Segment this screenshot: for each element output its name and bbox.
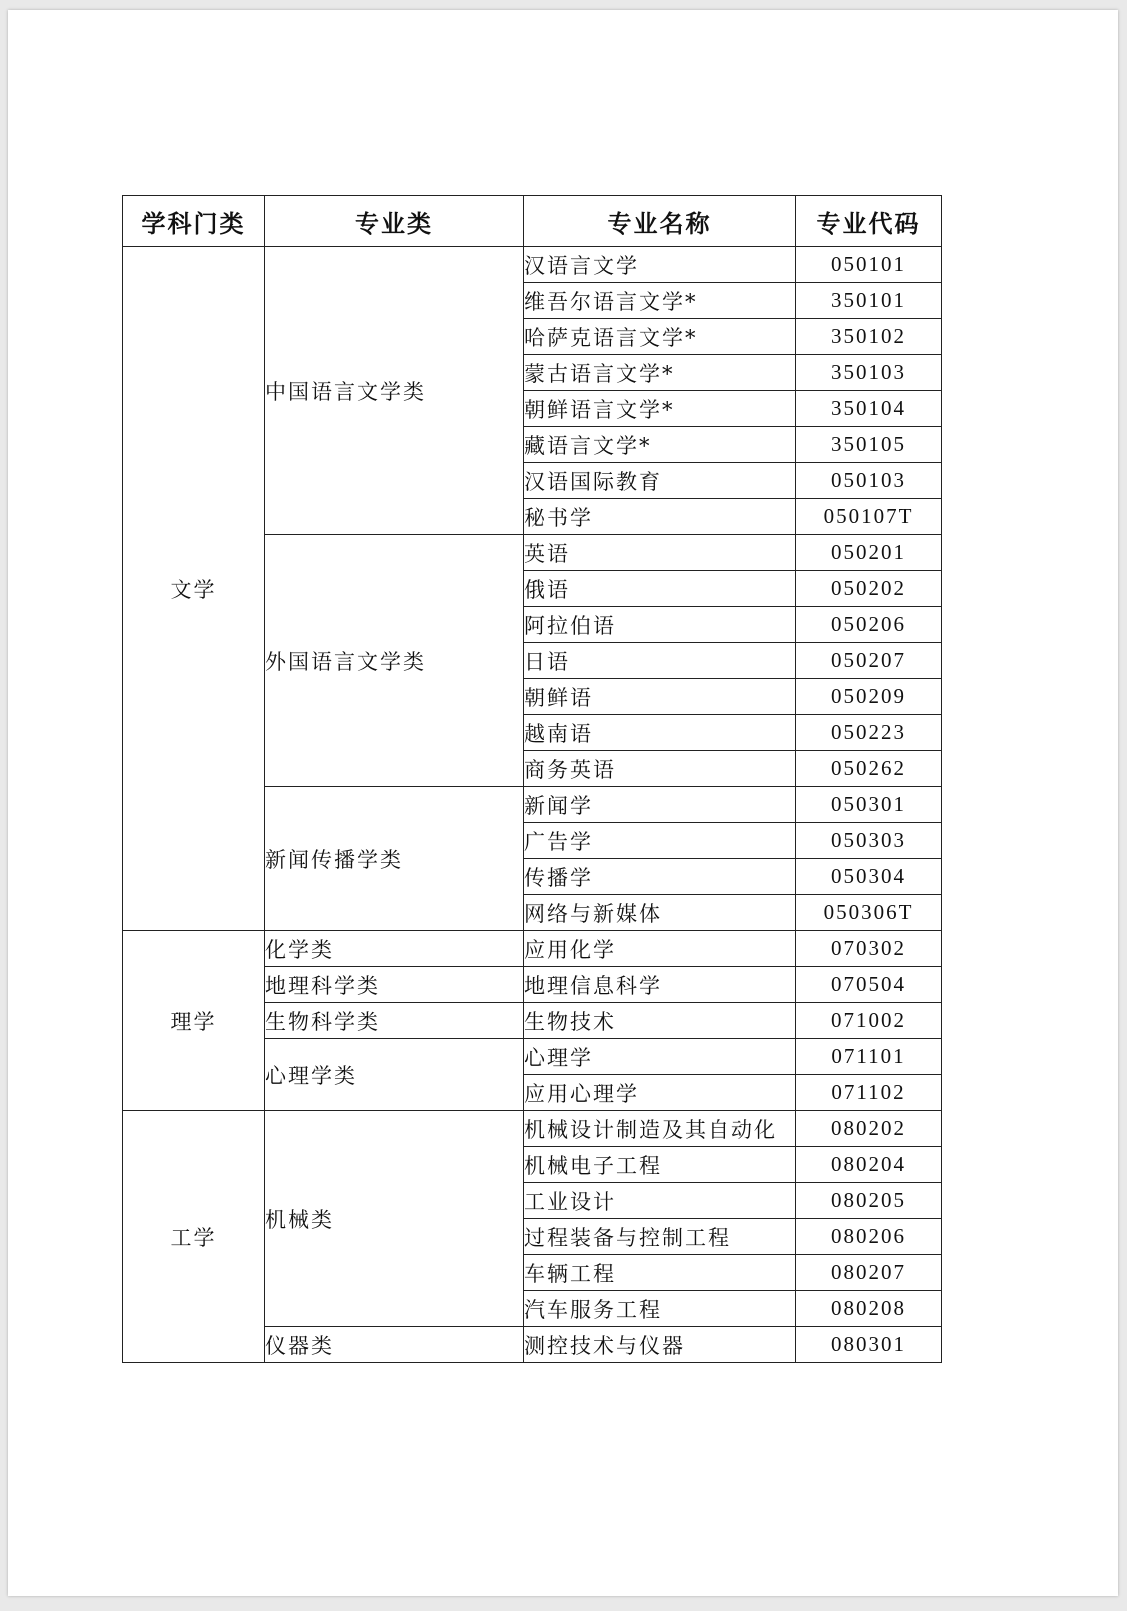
header-category: 学科门类 bbox=[123, 196, 265, 247]
major-name-cell: 传播学 bbox=[524, 859, 796, 895]
major-name-cell: 朝鲜语 bbox=[524, 679, 796, 715]
major-code-cell: 350105 bbox=[796, 427, 942, 463]
class-cell: 中国语言文学类 bbox=[265, 247, 524, 535]
major-code-cell: 050202 bbox=[796, 571, 942, 607]
major-code-cell: 350101 bbox=[796, 283, 942, 319]
major-name-cell: 阿拉伯语 bbox=[524, 607, 796, 643]
major-name-cell: 蒙古语言文学* bbox=[524, 355, 796, 391]
major-code-cell: 350104 bbox=[796, 391, 942, 427]
table-row bbox=[123, 247, 942, 283]
major-name-cell: 地理信息科学 bbox=[524, 967, 796, 1003]
table-body bbox=[123, 247, 942, 1363]
major-code-cell: 070504 bbox=[796, 967, 942, 1003]
major-code-cell: 080204 bbox=[796, 1147, 942, 1183]
category-cell: 文学 bbox=[123, 247, 265, 931]
class-cell: 化学类 bbox=[265, 931, 524, 967]
major-code-cell: 050201 bbox=[796, 535, 942, 571]
major-code-cell: 080206 bbox=[796, 1219, 942, 1255]
class-cell: 外国语言文学类 bbox=[265, 535, 524, 787]
class-cell: 仪器类 bbox=[265, 1327, 524, 1363]
class-cell: 地理科学类 bbox=[265, 967, 524, 1003]
major-name-cell: 日语 bbox=[524, 643, 796, 679]
major-code-cell: 080208 bbox=[796, 1291, 942, 1327]
major-code-cell: 050206 bbox=[796, 607, 942, 643]
major-name-cell: 商务英语 bbox=[524, 751, 796, 787]
major-name-cell: 心理学 bbox=[524, 1039, 796, 1075]
major-name-cell: 汉语言文学 bbox=[524, 247, 796, 283]
major-name-cell: 秘书学 bbox=[524, 499, 796, 535]
major-name-cell: 汽车服务工程 bbox=[524, 1291, 796, 1327]
major-code-cell: 080207 bbox=[796, 1255, 942, 1291]
major-code-cell: 050107T bbox=[796, 499, 942, 535]
major-name-cell: 英语 bbox=[524, 535, 796, 571]
category-cell: 理学 bbox=[123, 931, 265, 1111]
major-code-cell: 050301 bbox=[796, 787, 942, 823]
major-name-cell: 朝鲜语言文学* bbox=[524, 391, 796, 427]
major-name-cell: 汉语国际教育 bbox=[524, 463, 796, 499]
major-name-cell: 维吾尔语言文学* bbox=[524, 283, 796, 319]
major-code-cell: 071101 bbox=[796, 1039, 942, 1075]
major-name-cell: 工业设计 bbox=[524, 1183, 796, 1219]
majors-table bbox=[122, 195, 942, 1363]
class-cell: 心理学类 bbox=[265, 1039, 524, 1111]
major-code-cell: 071102 bbox=[796, 1075, 942, 1111]
major-code-cell: 050209 bbox=[796, 679, 942, 715]
major-code-cell: 050223 bbox=[796, 715, 942, 751]
major-code-cell: 050101 bbox=[796, 247, 942, 283]
major-name-cell: 车辆工程 bbox=[524, 1255, 796, 1291]
major-code-cell: 050306T bbox=[796, 895, 942, 931]
major-code-cell: 071002 bbox=[796, 1003, 942, 1039]
major-name-cell: 过程装备与控制工程 bbox=[524, 1219, 796, 1255]
major-name-cell: 广告学 bbox=[524, 823, 796, 859]
major-code-cell: 050303 bbox=[796, 823, 942, 859]
major-code-cell: 080202 bbox=[796, 1111, 942, 1147]
major-code-cell: 050304 bbox=[796, 859, 942, 895]
major-name-cell: 机械电子工程 bbox=[524, 1147, 796, 1183]
major-name-cell: 新闻学 bbox=[524, 787, 796, 823]
major-code-cell: 070302 bbox=[796, 931, 942, 967]
table-row bbox=[123, 1111, 942, 1147]
document-page bbox=[8, 10, 1118, 1596]
major-name-cell: 生物技术 bbox=[524, 1003, 796, 1039]
header-major-name: 专业名称 bbox=[524, 196, 796, 247]
major-name-cell: 测控技术与仪器 bbox=[524, 1327, 796, 1363]
major-code-cell: 080301 bbox=[796, 1327, 942, 1363]
major-name-cell: 藏语言文学* bbox=[524, 427, 796, 463]
major-code-cell: 350102 bbox=[796, 319, 942, 355]
major-code-cell: 050103 bbox=[796, 463, 942, 499]
major-name-cell: 越南语 bbox=[524, 715, 796, 751]
header-class: 专业类 bbox=[265, 196, 524, 247]
major-name-cell: 俄语 bbox=[524, 571, 796, 607]
major-name-cell: 应用化学 bbox=[524, 931, 796, 967]
major-code-cell: 050262 bbox=[796, 751, 942, 787]
header-row bbox=[123, 196, 942, 247]
major-code-cell: 050207 bbox=[796, 643, 942, 679]
class-cell: 生物科学类 bbox=[265, 1003, 524, 1039]
major-code-cell: 080205 bbox=[796, 1183, 942, 1219]
category-cell: 工学 bbox=[123, 1111, 265, 1363]
header-major-code: 专业代码 bbox=[796, 196, 942, 247]
major-name-cell: 网络与新媒体 bbox=[524, 895, 796, 931]
major-name-cell: 哈萨克语言文学* bbox=[524, 319, 796, 355]
class-cell: 新闻传播学类 bbox=[265, 787, 524, 931]
major-code-cell: 350103 bbox=[796, 355, 942, 391]
major-name-cell: 机械设计制造及其自动化 bbox=[524, 1111, 796, 1147]
class-cell: 机械类 bbox=[265, 1111, 524, 1327]
major-name-cell: 应用心理学 bbox=[524, 1075, 796, 1111]
table-row bbox=[123, 931, 942, 967]
